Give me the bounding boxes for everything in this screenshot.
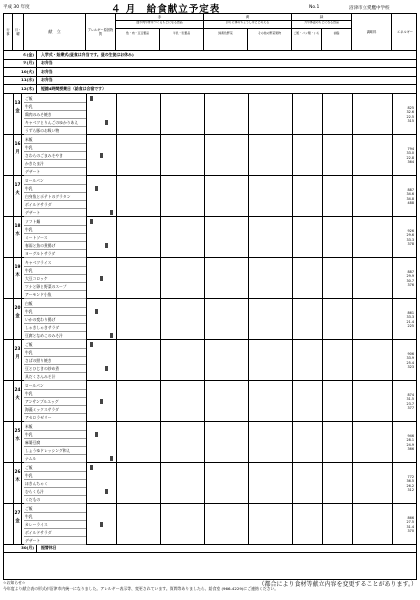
day-date [13, 217, 22, 257]
allergy-mark [100, 522, 103, 527]
dish-name: ヨーグルトサラダ [24, 250, 86, 258]
dish-name: ツナと卵と野菜のスープ [24, 283, 86, 291]
dish-name: 牛乳 [24, 513, 86, 521]
day-of-week: 木 [15, 272, 20, 278]
nutrition-values: 772 36.5 26.2 312 [406, 474, 414, 493]
allergy-mark [110, 456, 113, 461]
dish-name: アーモンド小魚 [24, 291, 86, 299]
dish-name: 具だくさんみそ汁 [24, 373, 86, 381]
dish-name: ソフト麺 [24, 218, 86, 226]
dish-name: デザート [24, 168, 86, 176]
allergy-mark [110, 333, 113, 338]
dish-name: 白身魚とポテトのグラタン [24, 193, 86, 201]
dish-name: 麻婆豆腐 [24, 439, 86, 447]
dish-name: 豆とひじきの炒め煮 [24, 365, 86, 373]
sub-header: 牛乳・乳製品 [172, 31, 191, 35]
dish-name: しょうゆドレッシング和え [24, 447, 86, 455]
dish-name: 牛乳 [24, 226, 86, 234]
notice-text: 振替休日 [41, 545, 57, 551]
allergy-marks [86, 176, 116, 216]
allergy-mark [90, 96, 93, 101]
day-date [13, 299, 22, 339]
dish-name: くだもの [24, 496, 86, 504]
notice-row [4, 60, 417, 69]
notice-date: 12(木) [4, 85, 37, 93]
allergy-marks [86, 94, 116, 134]
dish-name: デザート [24, 209, 86, 217]
header-group-yellow [204, 14, 292, 51]
nutrition-values: 926 29.6 33.3 378 [406, 228, 414, 247]
day-of-week: 水 [15, 436, 20, 442]
remark: （都合により食材等献立内容を変更することがあります。） [258, 581, 417, 588]
nutrition-values: 946 28.1 24.9 366 [406, 433, 414, 452]
allergy-mark [95, 432, 98, 437]
dish-name: ご飯 [24, 464, 86, 472]
dish-name: アンサンブルエッグ [24, 398, 86, 406]
dish-name: 米飯 [24, 136, 86, 144]
day-of-week: 木 [15, 477, 20, 483]
allergy-mark [90, 342, 93, 347]
group-green-desc: 力や体温のもとになる食品 [292, 21, 351, 29]
day-date [13, 94, 22, 134]
day-of-week: 月 [15, 354, 20, 360]
dish-name: 牛乳 [24, 472, 86, 480]
fiscal-year: 平成 30 年度 [3, 5, 30, 10]
dish-name: 牛乳 [24, 390, 86, 398]
notice-title: ☆お知らせ☆ [3, 580, 26, 585]
day-row [4, 504, 417, 545]
header-group-green [292, 14, 352, 51]
nutrition-values: 825 32.6 22.5 315 [406, 105, 414, 124]
header-allergy: アレルギー原因物質 [86, 14, 116, 51]
date-number: 16 [14, 141, 21, 147]
header-event: 行事 [4, 14, 13, 51]
notice-date: 30(月) [4, 545, 37, 553]
dish-name: 鶏肉のみそ焼き [24, 111, 86, 119]
dish-name: ロールパン [24, 382, 86, 390]
date-number: 13 [14, 100, 21, 106]
header-menu: 献 立 [24, 14, 86, 51]
notice-row [4, 51, 417, 60]
day-of-week: 火 [15, 395, 20, 401]
allergy-marks [86, 422, 116, 462]
day-row [4, 94, 417, 135]
dish-name: さばの照り焼き [24, 357, 86, 365]
day-date [13, 381, 22, 421]
notice-row [4, 77, 417, 86]
group-green-title: 緑 [292, 14, 351, 21]
group-yellow-desc: おもに体のちょうしをととのえる [204, 21, 291, 29]
allergy-mark [105, 243, 108, 248]
dish-name: 牛乳 [24, 267, 86, 275]
table-body [4, 51, 417, 580]
date-number: 20 [14, 305, 21, 311]
dish-name: ご飯 [24, 505, 86, 513]
dish-name: 海藻ミックスサラダ [24, 406, 86, 414]
allergy-marks [86, 340, 116, 380]
notice-date: 10(火) [4, 68, 37, 76]
dish-name: 白飯 [24, 300, 86, 308]
allergy-marks [86, 299, 116, 339]
dish-name: カレーライス [24, 521, 86, 529]
dish-name: 牛乳 [24, 185, 86, 193]
dish-name: 牛乳 [24, 431, 86, 439]
sub-header: その他の野菜果物 [257, 31, 282, 35]
allergy-marks [86, 504, 116, 544]
dish-name: かきたま汁 [24, 160, 86, 168]
sub-header: 魚・肉・豆豆製品 [116, 29, 160, 51]
sheet-header [3, 1, 417, 13]
notice-text: お弁当 [41, 68, 53, 74]
allergy-mark [105, 489, 108, 494]
allergy-marks [86, 135, 116, 175]
day-of-week: 火 [15, 190, 20, 196]
header-day: 月・曜 [13, 14, 24, 51]
dish-name: アセロラゼリー [24, 414, 86, 422]
dish-name: デザート [24, 537, 86, 545]
notice-row [4, 68, 417, 77]
header-energy: エネルギー [397, 29, 413, 34]
dish-name: ボイルドサラダ [24, 201, 86, 209]
date-number: 18 [14, 223, 21, 229]
date-number: 26 [14, 469, 21, 475]
sub-header: ご飯・パン類・いも [292, 29, 322, 51]
allergy-mark [95, 309, 98, 314]
day-date [13, 258, 22, 298]
allergy-mark [90, 219, 93, 224]
dish-name: ミートソース [24, 234, 86, 242]
date-number: 17 [14, 182, 21, 188]
day-row [4, 135, 417, 176]
day-date [13, 504, 22, 544]
allergy-marks [86, 463, 116, 503]
day-date [13, 340, 22, 380]
notice-date: 11(水) [4, 77, 37, 85]
allergy-mark [105, 120, 108, 125]
notice-text: 入学式・始業式(昼食は弁当です。昼の生徒はお休み) [41, 51, 134, 57]
allergy-mark [105, 366, 108, 371]
day-row [4, 463, 417, 504]
date-number: 19 [14, 264, 21, 270]
dish-name: ご飯 [24, 341, 86, 349]
dish-name: 大豆コロッケ [24, 275, 86, 283]
notice-text: 今年度より献立表の形式が沼津市内統一になりました。アレルギー表示等、変更されています。質問等ありましたら、給食室 (966-4229)にご連絡ください。 [3, 585, 279, 591]
dish-name: ほきんちゃく [24, 480, 86, 488]
notice-row [4, 85, 417, 94]
nutrition-values: 887 34.6 34.8 488 [406, 187, 414, 206]
header-seasoning: 調味料 [352, 14, 392, 51]
date-number: 25 [14, 428, 21, 434]
sub-header: 油脂 [333, 31, 340, 35]
day-of-week: 金 [15, 518, 20, 524]
date-number: 23 [14, 346, 21, 352]
nutrition-values: 874 31.5 23.7 377 [406, 392, 414, 411]
nutrition-values: 794 33.0 22.8 364 [406, 146, 414, 165]
dish-name: むらくも汁 [24, 488, 86, 496]
allergy-mark [90, 465, 93, 470]
dish-name: 牛乳 [24, 144, 86, 152]
sheet-number: No.1 [309, 5, 320, 10]
day-of-week: 金 [15, 313, 20, 319]
notice-text: お弁当 [41, 60, 53, 66]
date-number: 24 [14, 387, 21, 393]
dish-name: 春雨と魚の煮揚げ [24, 242, 86, 250]
day-row [4, 381, 417, 422]
day-of-week: 月 [15, 149, 20, 155]
day-row [4, 422, 417, 463]
dish-name: ロールパン [24, 177, 86, 185]
dish-name: さわらのごまみそやき [24, 152, 86, 160]
dish-name: いかの変わり揚げ [24, 316, 86, 324]
notice-text: 短縮4時間授業日（給食は合宿です） [41, 85, 106, 91]
dish-name: うずら豚のお吸い物 [24, 127, 86, 135]
dish-name: ボイルドサラダ [24, 529, 86, 537]
allergy-mark [100, 276, 103, 281]
dish-name: 豆腐となめこのみそ汁 [24, 332, 86, 340]
dish-name: ご飯 [24, 95, 86, 103]
day-date [13, 135, 22, 175]
group-red-title: 赤 [116, 14, 203, 21]
day-row [4, 217, 417, 258]
school-name: 沼津市立愛鷹中学校 [349, 6, 390, 11]
nutrition-values: 906 33.9 25.4 323 [406, 351, 414, 370]
day-date [13, 463, 22, 503]
day-date [13, 176, 22, 216]
dish-name: キャベツライス [24, 259, 86, 267]
sub-header: 緑黄色野菜 [204, 29, 248, 51]
page-title: ４ 月 給食献立予定表 [111, 4, 221, 15]
dish-name: 米飯 [24, 423, 86, 431]
notice-date: ６(金) [4, 51, 37, 59]
nutrition-values: 861 33.3 21.4 225 [406, 310, 414, 329]
menu-table [3, 13, 417, 580]
day-row [4, 299, 417, 340]
dish-name: キャベツとりんごのゆかりあえ [24, 119, 86, 127]
header-group-red [116, 14, 204, 51]
footer [3, 580, 417, 600]
dish-name: 牛乳 [24, 308, 86, 316]
dish-name: 牛乳 [24, 349, 86, 357]
dish-name: しゃきしゃきサラダ [24, 324, 86, 332]
allergy-mark [95, 186, 98, 191]
allergy-mark [100, 153, 103, 158]
notice-date: ９(月) [4, 60, 37, 68]
nutrition-values: 887 29.9 30.7 376 [406, 269, 414, 288]
notice-row [4, 545, 417, 554]
date-number: 27 [14, 510, 21, 516]
dish-name: ナムル [24, 455, 86, 463]
allergy-mark [100, 399, 103, 404]
allergy-marks [86, 258, 116, 298]
dish-name: 牛乳 [24, 103, 86, 111]
day-row [4, 258, 417, 299]
allergy-marks [86, 217, 116, 257]
day-date [13, 422, 22, 462]
group-red-desc: 血や肉や骨をつくるもとになる食品 [116, 21, 203, 29]
group-yellow-title: 黄 [204, 14, 291, 21]
table-header [4, 14, 417, 51]
nutrition-values: 866 27.5 31.4 370 [406, 515, 414, 534]
allergy-mark [110, 210, 113, 215]
day-of-week: 金 [15, 108, 20, 114]
day-row [4, 176, 417, 217]
allergy-marks [86, 381, 116, 421]
day-row [4, 340, 417, 381]
day-of-week: 水 [15, 231, 20, 237]
notice-text: お弁当 [41, 77, 53, 83]
